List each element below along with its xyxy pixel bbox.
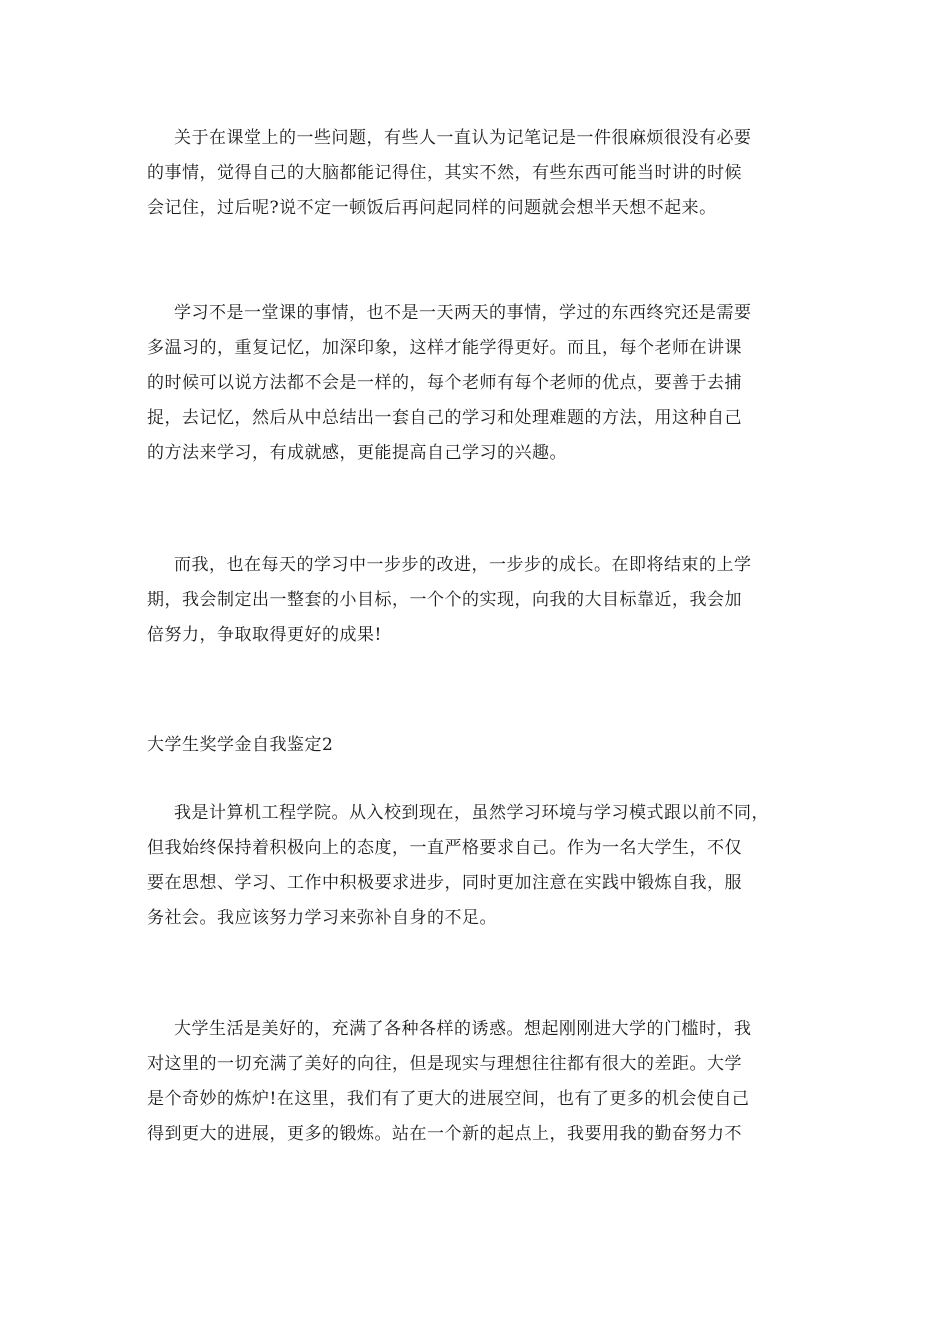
paragraph-line: 对这里的一切充满了美好的向往，但是现实与理想往往都有很大的差距。大学	[147, 1054, 742, 1074]
paragraph-line: 务社会。我应该努力学习来弥补自身的不足。	[147, 908, 497, 928]
paragraph-line: 倍努力，争取取得更好的成果!	[147, 625, 382, 645]
paragraph-university-life	[147, 1012, 807, 1152]
paragraph-line: 期，我会制定出一整套的小目标，一个个的实现，向我的大目标靠近，我会加	[147, 590, 742, 610]
paragraph-line: 学习不是一堂课的事情，也不是一天两天的事情，学过的东西终究还是需要	[174, 303, 752, 323]
paragraph-line: 的时候可以说方法都不会是一样的，每个老师有每个老师的优点，要善于去捕	[147, 373, 742, 393]
paragraph-self-introduction	[147, 796, 807, 936]
paragraph-line: 得到更大的进展，更多的锻炼。站在一个新的起点上，我要用我的勤奋努力不	[147, 1124, 742, 1144]
paragraph-line: 大学生活是美好的，充满了各种各样的诱惑。想起刚刚进大学的门槛时，我	[174, 1019, 752, 1039]
section-heading: 大学生奖学金自我鉴定2	[147, 735, 334, 755]
paragraph-line: 的事情，觉得自己的大脑都能记得住，其实不然，有些东西可能当时讲的时候	[147, 163, 742, 183]
paragraph-line: 但我始终保持着积极向上的态度，一直严格要求自己。作为一名大学生，不仅	[147, 838, 742, 858]
paragraph-line: 要在思想、学习、工作中积极要求进步，同时更加注意在实践中锻炼自我，服	[147, 873, 742, 893]
paragraph-line: 而我，也在每天的学习中一步步的改进，一步步的成长。在即将结束的上学	[174, 555, 752, 575]
paragraph-line: 捉，去记忆，然后从中总结出一套自己的学习和处理难题的方法，用这种自己	[147, 408, 742, 428]
paragraph-review-learning	[147, 296, 807, 471]
paragraph-line: 会记住，过后呢?说不定一顿饭后再问起同样的问题就会想半天想不起来。	[147, 198, 717, 218]
paragraph-line: 关于在课堂上的一些问题，有些人一直认为记笔记是一件很麻烦很没有必要	[174, 128, 752, 148]
paragraph-note-taking	[147, 121, 807, 226]
paragraph-line: 是个奇妙的炼炉!在这里，我们有了更大的进展空间，也有了更多的机会使自己	[147, 1089, 750, 1109]
paragraph-line: 的方法来学习，有成就感，更能提高自己学习的兴趣。	[147, 443, 567, 463]
paragraph-line: 我是计算机工程学院。从入校到现在，虽然学习环境与学习模式跟以前不同，	[174, 803, 769, 823]
paragraph-line: 多温习的，重复记忆，加深印象，这样才能学得更好。而且，每个老师在讲课	[147, 338, 742, 358]
paragraph-progress	[147, 548, 807, 653]
